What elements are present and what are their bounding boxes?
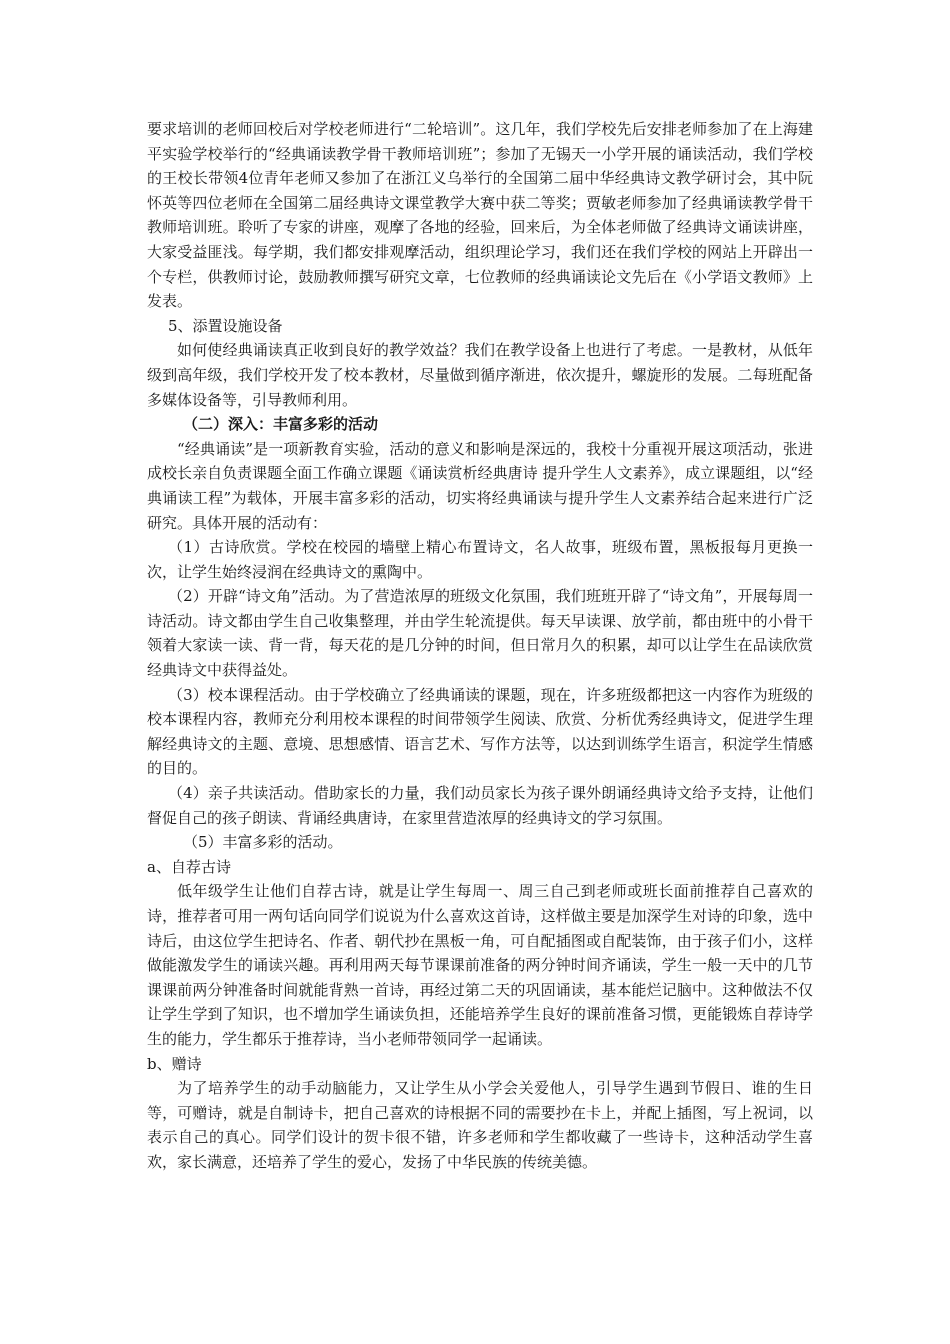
paragraph-activity-5: （5）丰富多彩的活动。 xyxy=(183,833,343,852)
document-body xyxy=(147,117,813,1175)
paragraph-training: 要求培训的老师回校后对学校老师进行“二轮培训”。这几年，我们学校先后安排老师参加了在上海建平实验学校举行的“经典诵读教学骨干教师培训班”；参加了无锡天一小学开展的诵读活动，我们学校的王校长带领4位青年老师又参加了在浙江义乌举行的全国第二届中华经典诗文教学研讨会，其中阮怀英等四位老师在全国第二届经典诗文课堂教学大赛中获二等奖；贾敏老师参加了经典诵读教学骨干教师培训班。聆听了专家的讲座，观摩了各地的经验，回来后，为全体老师做了经典诗文诵读讲座，大家受益匪浅。每学期，我们都安排观摩活动，组织理论学习，我们还在我们学校的网站上开辟出一个专栏，供教师讨论，鼓励教师撰写研究文章，七位教师的经典诵读论文先后在《小学语文教师》上发表。 xyxy=(147,120,813,311)
paragraph-activity-1: （1）古诗欣赏。学校在校园的墙壁上精心布置诗文，名人故事，班级布置，黑板报每月更换一次，让学生始终浸润在经典诗文的熏陶中。 xyxy=(147,538,813,581)
section-heading-activities: （二）深入：丰富多彩的活动 xyxy=(183,415,379,434)
subheading-gift-poem: b、赠诗 xyxy=(147,1054,202,1073)
paragraph-activities-intro: “经典诵读”是一项新教育实验，活动的意义和影响是深远的，我校十分重视开展这项活动，张进成校长亲自负责课题全面工作确立课题《诵读赏析经典唐诗 提升学生人文素养》，成立课题组，以“经典诵读工程”为载体，开展丰富多彩的活动，切实将经典诵读与提升学生人文素养结合起来进行广泛研究。具体开展的活动有： xyxy=(147,439,813,532)
heading-equipment: 5、添置设施设备 xyxy=(168,316,283,335)
paragraph-activity-2: （2）开辟“诗文角”活动。为了营造浓厚的班级文化氛围，我们班班开辟了“诗文角”，开展每周一诗活动。诗文都由学生自己收集整理，并由学生轮流提供。每天早读课、放学前，都由班中的小骨干领着大家读一读、背一背，每天花的是几分钟的时间，但日常月久的积累，却可以让学生在品读欣赏经典诗文中获得益处。 xyxy=(147,587,813,680)
paragraph-recommend-poem: 低年级学生让他们自荐古诗，就是让学生每周一、周三自己到老师或班长面前推荐自己喜欢的诗，推荐者可用一两句话向同学们说说为什么喜欢这首诗，这样做主要是加深学生对诗的印象，选中诗后，由这位学生把诗名、作者、朝代抄在黑板一角，可自配插图或自配装饰，由于孩子们小，这样做能激发学生的诵读兴趣。再利用两天每节课课前准备的两分钟时间齐诵读，学生一般一天中的几节课课前两分钟准备时间就能背熟一首诗，再经过第二天的巩固诵读，基本能烂记脑中。这种做法不仅让学生学到了知识，也不增加学生诵读负担，还能培养学生良好的课前准备习惯，更能锻炼自荐诗学生的能力，学生都乐于推荐诗，当小老师带领同学一起诵读。 xyxy=(147,882,813,1048)
paragraph-activity-4: （4）亲子共读活动。借助家长的力量，我们动员家长为孩子课外朗诵经典诗文给予支持，让他们督促自己的孩子朗读、背诵经典唐诗，在家里营造浓厚的经典诗文的学习氛围。 xyxy=(147,784,813,827)
subheading-recommend-poem: a、自荐古诗 xyxy=(147,857,231,876)
paragraph-equipment: 如何使经典诵读真正收到良好的教学效益？我们在教学设备上也进行了考虑。一是教材，从低年级到高年级，我们学校开发了校本教材，尽量做到循序渐进，依次提升，螺旋形的发展。二每班配备多媒体设备等，引导教师利用。 xyxy=(147,341,813,409)
paragraph-activity-3: （3）校本课程活动。由于学校确立了经典诵读的课题，现在，许多班级都把这一内容作为班级的校本课程内容，教师充分利用校本课程的时间带领学生阅读、欣赏、分析优秀经典诗文，促进学生理解经典诗文的主题、意境、思想感情、语言艺术、写作方法等，以达到训练学生语言，积淀学生情感的目的。 xyxy=(147,685,813,778)
paragraph-gift-poem: 为了培养学生的动手动脑能力，又让学生从小学会关爱他人，引导学生遇到节假日、谁的生日等，可赠诗，就是自制诗卡，把自己喜欢的诗根据不同的需要抄在卡上，并配上插图，写上祝词，以表示自己的真心。同学们设计的贺卡很不错，许多老师和学生都收藏了一些诗卡，这种活动学生喜欢，家长满意，还培养了学生的爱心，发扬了中华民族的传统美德。 xyxy=(147,1079,813,1171)
